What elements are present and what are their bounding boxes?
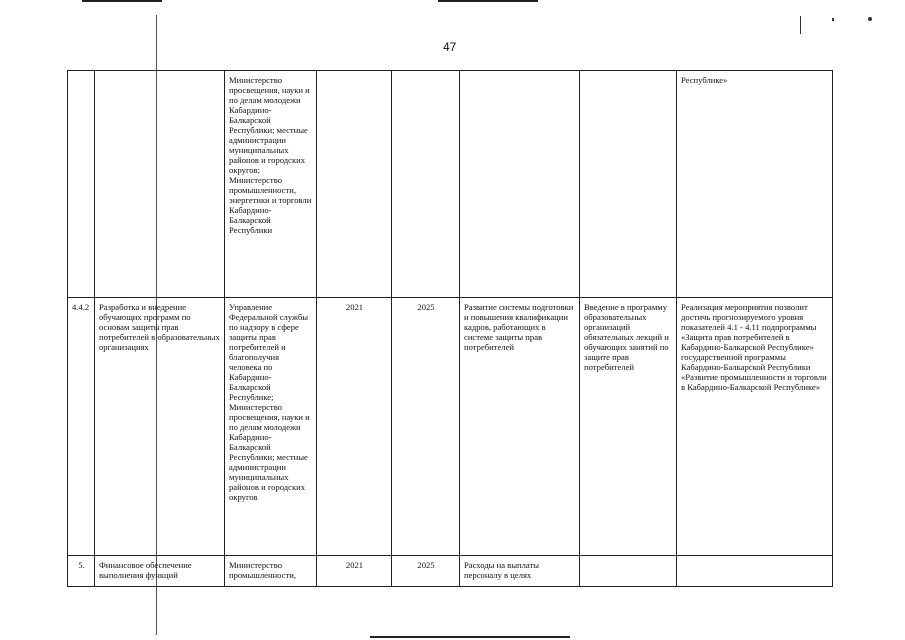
executor: Министерство просвещения, науки и по делам молодежи Кабардино-Балкарской Республики; местные администрации муниципальных районов и городских округов; Министерство промышленности, энергетики и торговли Кабардино-Балкарской Республики bbox=[225, 71, 317, 298]
end-year: 2025 bbox=[392, 556, 460, 587]
consequence: Развитие системы подготовки и повышения квалификации кадров, работающих в системе защиты прав потребителей bbox=[460, 298, 580, 556]
start-year bbox=[317, 71, 392, 298]
page-number: 47 bbox=[443, 40, 457, 54]
scan-artifact-mark bbox=[832, 18, 834, 21]
row-number bbox=[68, 71, 95, 298]
row-number: 4.4.2 bbox=[68, 298, 95, 556]
event-name bbox=[95, 71, 225, 298]
consequence bbox=[460, 71, 580, 298]
row-number: 5. bbox=[68, 556, 95, 587]
scan-artifact-top-center bbox=[438, 0, 538, 2]
start-year: 2021 bbox=[317, 556, 392, 587]
end-year bbox=[392, 71, 460, 298]
executor: Министерство промышленности, bbox=[225, 556, 317, 587]
program-table bbox=[67, 70, 833, 587]
event-name: Разработка и внедрение обучающих программ по основам защиты прав потребителей в образовательных организациях bbox=[95, 298, 225, 556]
consequence: Расходы на выплаты персоналу в целях bbox=[460, 556, 580, 587]
end-year: 2025 bbox=[392, 298, 460, 556]
table-row bbox=[68, 71, 833, 298]
table-row bbox=[68, 298, 833, 556]
table-row bbox=[68, 556, 833, 587]
expected-result bbox=[580, 556, 677, 587]
indicator-link: Реализация мероприятия позволит достичь прогнозируемого уровня показателей 4.1 - 4.11 подпрограммы «Защита прав потребителей в Кабардино-Балкарской Республике» государственной программы Кабардино-Балкарской Республики «Развитие промышленности и торговли в Кабардино-Балкарской Республике» bbox=[677, 298, 833, 556]
event-name: Финансовое обеспечение выполнения функций bbox=[95, 556, 225, 587]
indicator-link: Республике» bbox=[677, 71, 833, 298]
scan-artifact-bottom bbox=[370, 636, 570, 638]
expected-result: Введение в программу образовательных организаций обязательных лекций и обучающих занятий по защите прав потребителей bbox=[580, 298, 677, 556]
indicator-link bbox=[677, 556, 833, 587]
scan-artifact-top-left bbox=[82, 0, 162, 2]
executor: Управление Федеральной службы по надзору в сфере защиты прав потребителей и благополучия человека по Кабардино-Балкарской Республике; Министерство просвещения, науки и по делам молодежи Кабардино-Балкарской Республики; местные администрации муниципальных районов и городских округов bbox=[225, 298, 317, 556]
expected-result bbox=[580, 71, 677, 298]
start-year: 2021 bbox=[317, 298, 392, 556]
scan-artifact-mark bbox=[868, 17, 872, 21]
scan-artifact-mark bbox=[800, 16, 801, 34]
